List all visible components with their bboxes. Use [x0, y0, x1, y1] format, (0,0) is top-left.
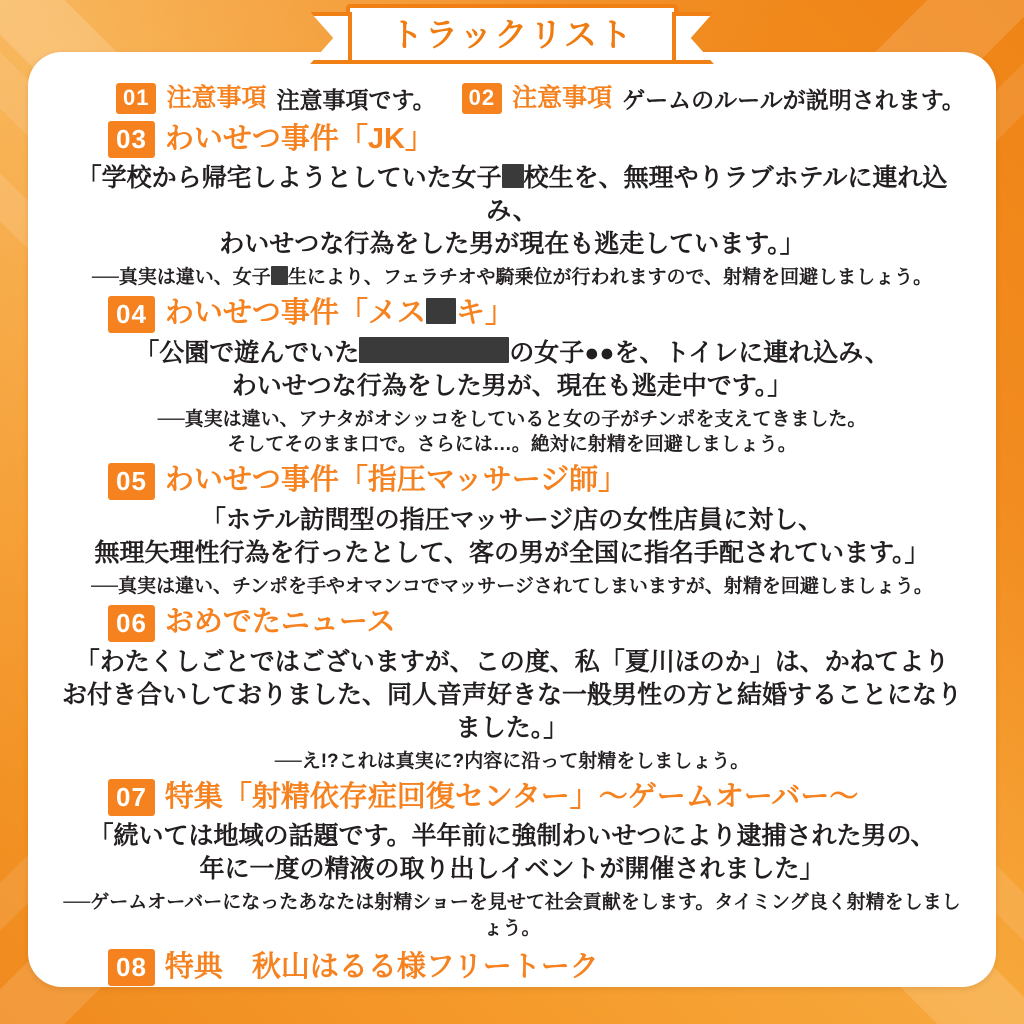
track-item-05	[46, 463, 978, 600]
track-body	[46, 820, 978, 886]
track-title: 注意事項	[512, 83, 613, 112]
track-title-part: わいせつ事件「メス	[164, 297, 426, 330]
track-body-line: 「続いては地域の話題です。半年前に強制わいせつにより逮捕された男の、	[88, 822, 936, 851]
track-note	[46, 265, 978, 291]
page-title: トラックリスト	[390, 15, 634, 53]
track-title: おめでたニュース	[164, 606, 396, 639]
track-number: 07	[108, 779, 155, 816]
track-title: わいせつ事件「JK」	[164, 122, 434, 155]
tracklist	[28, 82, 996, 988]
track-title: 特典 秋山はるる様フリートーク	[164, 951, 599, 984]
track-note: ──ゲームオーバーになったあなたは射精ショーを見せて社会貢献をします。タイミング良く射精をしましょう。	[63, 892, 961, 939]
redaction-bar	[426, 298, 456, 324]
track-item-01	[116, 82, 436, 115]
track-title: 注意事項	[166, 83, 267, 112]
track-subtitle: 注意事項です。	[276, 87, 436, 113]
track-item-08	[46, 949, 978, 986]
track-item-06	[46, 605, 978, 775]
track-note: ──え!?これは真実に?内容に沿って射精をしましょう。	[274, 750, 750, 772]
track-number: 02	[462, 83, 502, 114]
track-number: 03	[108, 121, 155, 158]
track-body	[46, 162, 978, 261]
track-item-07	[46, 779, 978, 941]
track-body-line: わいせつな行為をした男が現在も逃走しています。」	[219, 230, 805, 258]
tracklist-card	[28, 52, 996, 987]
title-ribbon-plate	[346, 4, 678, 64]
track-body-line: 校生を、無理やりラブホテルに連れ込み、	[486, 164, 948, 225]
track-number: 06	[108, 605, 155, 642]
redaction-bar	[502, 164, 524, 188]
track-body-line: わいせつな行為をした男が、現在も逃走中です。」	[231, 371, 793, 400]
track-note	[46, 407, 978, 458]
track-number: 05	[108, 463, 155, 500]
track-title: わいせつ事件「指圧マッサージ師」	[164, 464, 628, 497]
track-header	[46, 296, 978, 333]
track-body-line: 無理矢理性行為を行ったとして、客の男が全国に指名手配されています。」	[94, 538, 930, 567]
title-ribbon	[0, 6, 1024, 62]
track-body-line: 年に一度の精液の取り出しイベントが開催されました」	[199, 855, 825, 884]
track-note: ──真実は違い、チンポを手やオマンコでマッサージされてしまいますが、射精を回避しましょう。	[91, 575, 933, 597]
track-header	[46, 121, 978, 158]
track-note-part: そしてそのまま口で。さらには…。絶対に射精を回避しましょう。	[227, 434, 797, 456]
ribbon-wing-right-icon	[672, 12, 714, 64]
track-item-02	[462, 82, 965, 115]
track-header	[46, 463, 978, 500]
track-body-line: お付き合いしておりました、同人音声好きな一般男性の方と結婚することになりました。」	[62, 680, 963, 742]
track-body-line: 「学校から帰宅しようとしていた女子	[76, 164, 502, 192]
track-header	[46, 779, 978, 816]
track-body	[46, 646, 978, 745]
track-body-line: 「公園で遊んでいた	[134, 338, 360, 367]
track-body-line: 「ホテル訪問型の指圧マッサージ店の女性店員に対し、	[200, 505, 824, 534]
track-number: 08	[108, 949, 155, 986]
track-title: 特集「射精依存症回復センター」〜ゲームオーバー〜	[164, 780, 859, 813]
track-note-part: ──真実は違い、アナタがオシッコをしていると女の子がチンポを支えてきました。	[157, 408, 867, 430]
track-note-part: 生により、フェラチオや騎乗位が行われますので、射精を回避しましょう。	[287, 267, 933, 288]
redaction-bar	[271, 266, 288, 285]
track-number: 04	[108, 296, 155, 333]
ribbon-wing-left-icon	[310, 12, 352, 64]
track-title-part: キ」	[455, 297, 514, 330]
track-subtitle: ゲームのルールが説明されます。	[622, 87, 965, 113]
track-header	[46, 605, 978, 642]
track-body-line: の女子●●を、トイレに連れ込み、	[509, 338, 890, 367]
redaction-bar	[359, 337, 509, 363]
track-number: 01	[116, 83, 156, 114]
track-item-03	[46, 121, 978, 291]
track-body-line: 「わたくしごとではございますが、この度、私「夏川ほのか」は、かねてより	[74, 647, 950, 676]
track-title	[165, 298, 514, 330]
track-row-01-02	[46, 82, 978, 115]
track-header	[46, 949, 978, 986]
track-note-part: ──真実は違い、女子	[91, 267, 271, 288]
track-body	[46, 504, 978, 570]
track-body	[46, 337, 978, 403]
track-item-04	[46, 296, 978, 458]
